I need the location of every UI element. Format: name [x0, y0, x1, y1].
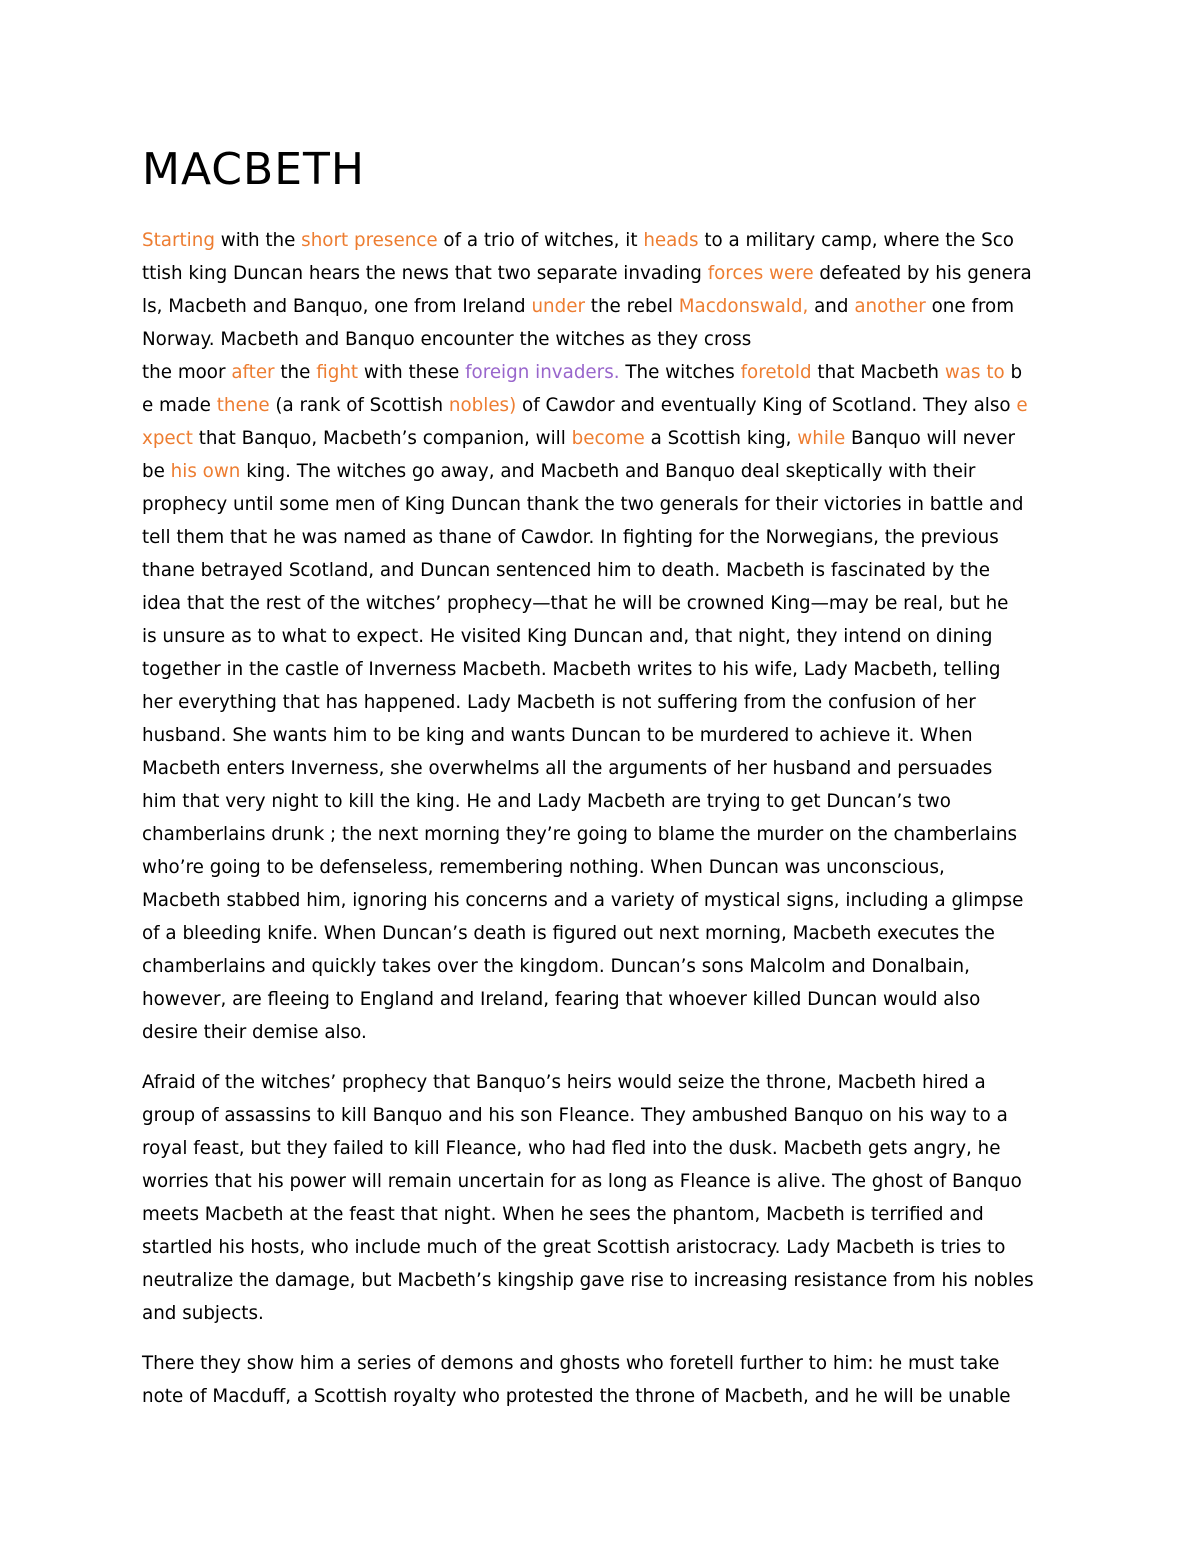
text-line: [142, 323, 1062, 356]
text-line: [142, 521, 1062, 554]
text-line: [142, 488, 1062, 521]
text-run: Macbeth stabbed him, ignoring his concerns and a variety of mystical signs, including a glimpse: [142, 890, 1024, 911]
text-run: e made: [142, 395, 217, 416]
highlighted-phrase-purple: foreign invaders.: [465, 362, 620, 383]
text-run: is unsure as to what to expect. He visited King Duncan and, that night, they intend on dining: [142, 626, 993, 647]
text-run: Banquo will never: [845, 428, 1015, 449]
text-line: [142, 1132, 1062, 1165]
text-run: idea that the rest of the witches’ prophecy—that he will be crowned King—may be real, but he: [142, 593, 1009, 614]
text-line: [142, 884, 1062, 917]
text-run: thane betrayed Scotland, and Duncan sentenced him to death. Macbeth is fascinated by the: [142, 560, 990, 581]
text-run: tell them that he was named as thane of Cawdor. In fighting for the Norwegians, the previous: [142, 527, 999, 548]
text-run: neutralize the damage, but Macbeth’s kingship gave rise to increasing resistance from his nobles: [142, 1270, 1034, 1291]
text-line: [142, 1016, 1062, 1049]
text-line: [142, 554, 1062, 587]
text-run: The witches: [619, 362, 741, 383]
highlighted-phrase-orange: thene: [216, 395, 270, 416]
text-line: [142, 917, 1062, 950]
text-run: prophecy until some men of King Duncan thank the two generals for their victories in battle and: [142, 494, 1024, 515]
body-paragraph: [142, 224, 1062, 1049]
text-run: of a trio of witches, it: [437, 230, 644, 251]
highlighted-phrase-orange: Macdonswald,: [678, 296, 809, 317]
text-line: [142, 1297, 1062, 1330]
text-line: [142, 389, 1062, 422]
highlighted-phrase-orange: short presence: [301, 230, 438, 251]
highlighted-phrase-orange: was to: [944, 362, 1005, 383]
text-line: [142, 983, 1062, 1016]
text-run: who’re going to be defenseless, remembering nothing. When Duncan was unconscious,: [142, 857, 945, 878]
text-run: worries that his power will remain uncertain for as long as Fleance is alive. The ghost of Banquo: [142, 1171, 1022, 1192]
highlighted-phrase-orange: forces were: [707, 263, 814, 284]
text-line: [142, 587, 1062, 620]
text-line: [142, 1380, 1062, 1413]
text-run: with the: [214, 230, 302, 251]
text-line: [142, 257, 1062, 290]
highlighted-phrase-orange: another: [854, 296, 926, 317]
text-run: group of assassins to kill Banquo and his son Fleance. They ambushed Banquo on his way to a: [142, 1105, 1008, 1126]
text-run: that Banquo, Macbeth’s companion, will: [192, 428, 572, 449]
text-run: of a bleeding knife. When Duncan’s death is figured out next morning, Macbeth executes the: [142, 923, 995, 944]
text-run: the rebel: [584, 296, 679, 317]
text-line: [142, 356, 1062, 389]
text-line: [142, 620, 1062, 653]
document-body: [142, 224, 1062, 1430]
text-run: a Scottish king,: [644, 428, 798, 449]
text-run: to a military camp, where the Sco: [698, 230, 1014, 251]
highlighted-phrase-orange: xpect: [142, 428, 193, 449]
text-line: [142, 686, 1062, 719]
highlighted-phrase-orange: nobles): [448, 395, 517, 416]
text-line: [142, 1099, 1062, 1132]
text-run: Norway. Macbeth and Banquo encounter the witches as they cross: [142, 329, 752, 350]
body-paragraph: [142, 1347, 1062, 1413]
text-line: [142, 818, 1062, 851]
text-run: and subjects.: [142, 1303, 264, 1324]
text-line: [142, 224, 1062, 257]
text-line: [142, 290, 1062, 323]
text-run: ttish king Duncan hears the news that two separate invading: [142, 263, 708, 284]
text-run: defeated by his genera: [813, 263, 1032, 284]
text-run: meets Macbeth at the feast that night. When he sees the phantom, Macbeth is terrified and: [142, 1204, 984, 1225]
highlighted-phrase-orange: heads: [643, 230, 699, 251]
text-run: the moor: [142, 362, 232, 383]
text-run: chamberlains and quickly takes over the kingdom. Duncan’s sons Malcolm and Donalbain,: [142, 956, 970, 977]
text-run: of Cawdor and eventually King of Scotland. They also: [516, 395, 1017, 416]
highlighted-phrase-orange: fight: [316, 362, 359, 383]
text-run: one from: [925, 296, 1014, 317]
text-line: [142, 1165, 1062, 1198]
highlighted-phrase-orange: foretold: [740, 362, 812, 383]
text-run: him that very night to kill the king. He and Lady Macbeth are trying to get Duncan’s two: [142, 791, 951, 812]
text-run: chamberlains drunk ; the next morning they’re going to blame the murder on the chamberlains: [142, 824, 1017, 845]
text-line: [142, 653, 1062, 686]
text-line: [142, 1198, 1062, 1231]
text-run: that Macbeth: [811, 362, 945, 383]
text-run: together in the castle of Inverness Macbeth. Macbeth writes to his wife, Lady Macbeth, telling: [142, 659, 1001, 680]
text-run: ls, Macbeth and Banquo, one from Ireland: [142, 296, 532, 317]
text-run: There they show him a series of demons and ghosts who foretell further to him: he must take: [142, 1353, 1000, 1374]
text-run: note of Macduff, a Scottish royalty who protested the throne of Macbeth, and he will be unable: [142, 1386, 1011, 1407]
text-run: royal feast, but they failed to kill Fleance, who had fled into the dusk. Macbeth gets angry, he: [142, 1138, 1001, 1159]
text-line: [142, 1264, 1062, 1297]
text-run: king. The witches go away, and Macbeth and Banquo deal skeptically with their: [240, 461, 976, 482]
text-run: be: [142, 461, 171, 482]
text-run: b: [1004, 362, 1023, 383]
text-run: Afraid of the witches’ prophecy that Banquo’s heirs would seize the throne, Macbeth hired a: [142, 1072, 986, 1093]
highlighted-phrase-orange: e: [1016, 395, 1028, 416]
highlighted-phrase-orange: under: [531, 296, 585, 317]
text-run: startled his hosts, who include much of the great Scottish aristocracy. Lady Macbeth is tries to: [142, 1237, 1006, 1258]
text-line: [142, 1231, 1062, 1264]
text-run: Macbeth enters Inverness, she overwhelms all the arguments of her husband and persuades: [142, 758, 993, 779]
text-line: [142, 455, 1062, 488]
text-run: desire their demise also.: [142, 1022, 367, 1043]
text-run: however, are fleeing to England and Ireland, fearing that whoever killed Duncan would also: [142, 989, 981, 1010]
document-title: MACBETH: [142, 144, 365, 195]
text-line: [142, 422, 1062, 455]
text-line: [142, 1347, 1062, 1380]
text-run: and: [808, 296, 855, 317]
text-run: the: [274, 362, 317, 383]
text-run: (a rank of Scottish: [269, 395, 449, 416]
text-run: her everything that has happened. Lady Macbeth is not suffering from the confusion of her: [142, 692, 976, 713]
highlighted-phrase-orange: Starting: [142, 230, 215, 251]
highlighted-phrase-orange: his own: [170, 461, 241, 482]
highlighted-phrase-orange: after: [231, 362, 275, 383]
text-run: with these: [358, 362, 466, 383]
body-paragraph: [142, 1066, 1062, 1330]
highlighted-phrase-orange: while: [797, 428, 846, 449]
text-run: husband. She wants him to be king and wants Duncan to be murdered to achieve it. When: [142, 725, 973, 746]
text-line: [142, 851, 1062, 884]
text-line: [142, 752, 1062, 785]
text-line: [142, 719, 1062, 752]
text-line: [142, 950, 1062, 983]
text-line: [142, 1066, 1062, 1099]
text-line: [142, 785, 1062, 818]
highlighted-phrase-orange: become: [571, 428, 645, 449]
